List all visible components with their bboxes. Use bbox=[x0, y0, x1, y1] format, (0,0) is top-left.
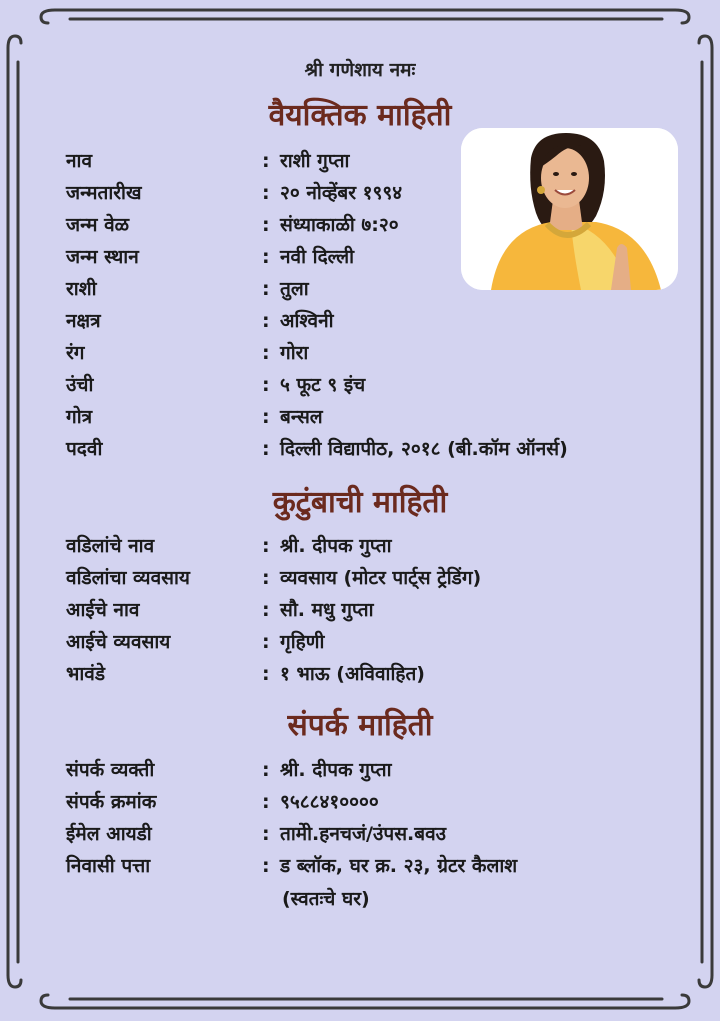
row-separator: : bbox=[262, 535, 270, 557]
row-label: रंग bbox=[66, 342, 85, 364]
info-row-name bbox=[66, 145, 626, 177]
row-label: पदवी bbox=[66, 438, 103, 460]
row-value: दिल्ली विद्यापीठ, २०१८ (बी.कॉम ऑनर्स) bbox=[280, 438, 568, 460]
row-label: नक्षत्र bbox=[66, 310, 101, 332]
row-separator: : bbox=[262, 759, 270, 781]
contact-info-list bbox=[66, 754, 626, 882]
row-value: नवी दिल्ली bbox=[280, 246, 355, 268]
row-label: नाव bbox=[66, 150, 93, 172]
personal-info-title: वैयक्तिक माहिती bbox=[268, 98, 452, 133]
row-label: वडिलांचा व्यवसाय bbox=[66, 567, 190, 589]
row-value: श्री. दीपक गुप्ता bbox=[280, 759, 392, 781]
row-value: अश्विनी bbox=[280, 310, 334, 332]
row-label: उंची bbox=[66, 374, 94, 396]
row-label: वडिलांचे नाव bbox=[66, 535, 155, 557]
row-separator: : bbox=[262, 663, 270, 685]
row-value: तामेी.हनचजं/उंपस.बवउ bbox=[280, 823, 447, 845]
row-label: गोत्र bbox=[66, 406, 93, 428]
row-value: राशी गुप्ता bbox=[280, 150, 350, 172]
info-row-father-name bbox=[66, 530, 626, 562]
row-separator: : bbox=[262, 150, 270, 172]
invocation-text: श्री गणेशाय नमः bbox=[304, 59, 416, 81]
row-separator: : bbox=[262, 855, 270, 877]
address-line-2: (स्वतःचे घर) bbox=[282, 888, 370, 910]
info-row-complexion bbox=[66, 337, 626, 369]
row-value: तुला bbox=[280, 278, 309, 300]
info-row-mother-occupation bbox=[66, 626, 626, 658]
info-row-mother-name bbox=[66, 594, 626, 626]
row-separator: : bbox=[262, 374, 270, 396]
row-value: १ भाऊ (अविवाहित) bbox=[280, 663, 425, 685]
personal-info-list bbox=[66, 145, 626, 465]
info-row-nakshatra bbox=[66, 305, 626, 337]
row-value: ९५८८४१०००० bbox=[280, 791, 379, 813]
row-separator: : bbox=[262, 406, 270, 428]
row-label: जन्म वेळ bbox=[66, 214, 130, 236]
row-label: आईचे नाव bbox=[66, 599, 140, 621]
info-row-birth-place bbox=[66, 241, 626, 273]
row-separator: : bbox=[262, 342, 270, 364]
row-value: सौ. मधु गुप्ता bbox=[280, 599, 374, 621]
row-separator: : bbox=[262, 823, 270, 845]
row-value: गोरा bbox=[280, 342, 309, 364]
row-label: जन्मतारीख bbox=[66, 182, 142, 204]
row-value: ड ब्लॉक, घर क्र. २३, ग्रेटर कैलाश bbox=[280, 855, 518, 877]
row-separator: : bbox=[262, 310, 270, 332]
row-separator: : bbox=[262, 182, 270, 204]
row-value: श्री. दीपक गुप्ता bbox=[280, 535, 392, 557]
row-separator: : bbox=[262, 631, 270, 653]
row-value: २० नोव्हेंबर १९९४ bbox=[280, 182, 403, 204]
row-value: गृहिणी bbox=[280, 631, 325, 653]
row-label: आईचे व्यवसाय bbox=[66, 631, 171, 653]
row-label: ईमेल आयडी bbox=[66, 823, 152, 845]
row-label: जन्म स्थान bbox=[66, 246, 139, 268]
family-info-list bbox=[66, 530, 626, 690]
row-label: राशी bbox=[66, 278, 97, 300]
row-separator: : bbox=[262, 246, 270, 268]
info-row-siblings bbox=[66, 658, 626, 690]
row-label: संपर्क क्रमांक bbox=[66, 791, 157, 813]
info-row-degree bbox=[66, 433, 626, 465]
info-row-father-occupation bbox=[66, 562, 626, 594]
row-value: बन्सल bbox=[280, 406, 323, 428]
row-value: संध्याकाळी ७:२० bbox=[280, 214, 399, 236]
row-separator: : bbox=[262, 567, 270, 589]
info-row-email bbox=[66, 818, 626, 850]
info-row-birthdate bbox=[66, 177, 626, 209]
row-separator: : bbox=[262, 438, 270, 460]
info-row-contact-person bbox=[66, 754, 626, 786]
info-row-rashi bbox=[66, 273, 626, 305]
info-row-gotra bbox=[66, 401, 626, 433]
row-label: संपर्क व्यक्ती bbox=[66, 759, 155, 781]
family-info-title: कुटुंबाची माहिती bbox=[272, 485, 448, 520]
contact-info-title: संपर्क माहिती bbox=[287, 708, 433, 743]
row-label: भावंडे bbox=[66, 663, 106, 685]
info-row-birth-time bbox=[66, 209, 626, 241]
row-separator: : bbox=[262, 214, 270, 236]
info-row-height bbox=[66, 369, 626, 401]
row-label: निवासी पत्ता bbox=[66, 855, 151, 877]
info-row-address bbox=[66, 850, 626, 882]
row-value: व्यवसाय (मोटर पार्ट्स ट्रेडिंग) bbox=[280, 567, 482, 589]
row-separator: : bbox=[262, 599, 270, 621]
row-separator: : bbox=[262, 278, 270, 300]
row-separator: : bbox=[262, 791, 270, 813]
info-row-contact-number bbox=[66, 786, 626, 818]
row-value: ५ फूट ९ इंच bbox=[280, 374, 366, 396]
